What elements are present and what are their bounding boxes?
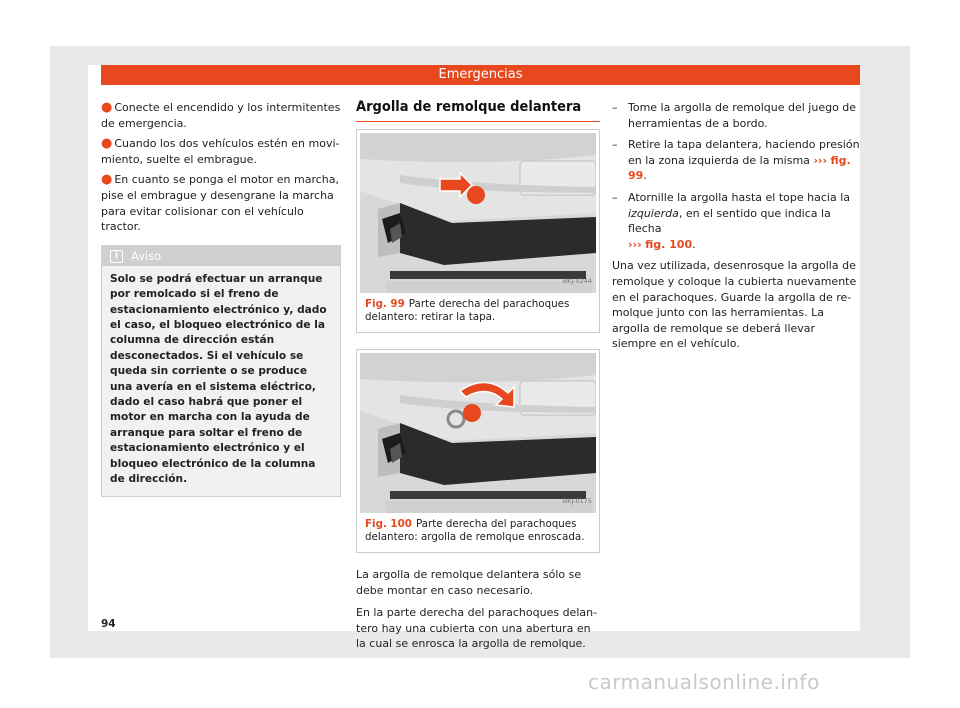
page-number: 94: [101, 618, 116, 630]
notice-box: [101, 245, 341, 498]
figure-caption: [357, 293, 599, 332]
bullet-text: En cuanto se ponga el motor en marcha, pise el embrague y desengrane la marcha para evitar colisionar con el vehículo tractor.: [101, 173, 339, 234]
left-column: [101, 100, 341, 497]
figure-caption: [357, 513, 599, 552]
step-item: [612, 100, 860, 131]
figure-100: [356, 349, 600, 553]
step-text: Tome la argolla de remolque del juego de herramientas de a bordo.: [628, 101, 857, 130]
figure-label: Fig. 100: [365, 517, 412, 530]
notice-title: Aviso: [131, 248, 162, 263]
ref-arrow: ›››: [813, 153, 828, 167]
bullet-item: [101, 100, 341, 131]
watermark: carmanualsonline.info: [588, 670, 820, 694]
figure-code: BKJ-0175: [562, 497, 592, 506]
middle-column: [356, 100, 600, 659]
paragraph: En la parte derecha del parachoques delantero hay una cubierta con una abertura en la cual se enrosca la argolla de remolque.: [356, 606, 598, 651]
bullet-item: [101, 136, 341, 167]
bullet-dot-icon: ●: [101, 100, 113, 115]
notice-body: Solo se podrá efectuar un arranque por remolcado si el freno de estacionamiento electrónico y, dado el caso, el bloqueo electrónico de la columna de dirección están desconectados. Si el vehículo se queda sin corriente o se produce una avería en el sistema eléctrico, dado el caso habrá que poner el motor en marcha con la ayuda de arranque para soltar el freno de estacionamiento electrónico y el bloqueo electrónico de la columna de dirección.: [110, 272, 327, 486]
step-text: Retire la tapa delantera, haciendo presión en la zona izquierda de la misma ››› fig. 99.: [628, 138, 860, 183]
bullet-dot-icon: ●: [101, 172, 113, 188]
notice-header: [102, 246, 340, 266]
bullet-item: [101, 172, 341, 234]
step-item: [612, 137, 860, 184]
figure-caption-text: Parte derecha del parachoques delantero: argolla de remolque enroscada.: [365, 517, 585, 544]
info-icon: i: [110, 250, 123, 263]
step-item: [612, 190, 860, 252]
figure-caption-text: Parte derecha del parachoques delantero: retirar la tapa.: [365, 297, 570, 324]
bullet-text: Conecte el encendido y los intermitentes de emergencia.: [101, 101, 341, 130]
figure-label: Fig. 99: [365, 297, 405, 310]
dash-marker: –: [612, 138, 618, 152]
dash-marker: –: [612, 101, 618, 114]
paragraph: Una vez utilizada, desenrosque la argolla de remolque y coloque la cubierta nuevamente en el parachoques. Guarde la argolla de remolque junto con las herramientas. La argolla de remolque se deberá llevar siempre en el vehículo.: [612, 259, 857, 351]
bullet-text: Cuando los dos vehículos estén en movimiento, suelte el embrague.: [101, 137, 340, 166]
figure-99: [356, 129, 600, 333]
dash-marker: –: [612, 190, 618, 204]
ref-arrow: ›››: [628, 237, 642, 251]
page-header: Emergencias: [101, 65, 860, 85]
figure-link[interactable]: fig. 100: [645, 237, 693, 251]
paragraph: La argolla de remolque delantera sólo se debe montar en caso necesario.: [356, 567, 582, 597]
figure-image: [360, 133, 596, 293]
bullet-dot-icon: ●: [101, 136, 113, 152]
figure-image: [360, 353, 596, 513]
section-title: Argolla de remolque delantera: [356, 100, 600, 122]
towing-eye-illustration: [360, 353, 596, 513]
figure-link[interactable]: fig. 99: [628, 153, 851, 183]
figure-code: BKJ-0244: [562, 277, 592, 285]
step-text: Atornille la argolla hasta el tope hacia la izquierda, en el sentido que indica la flecha ››› fig. 100.: [628, 190, 850, 251]
right-column: [612, 100, 860, 359]
section-text: [356, 567, 600, 652]
bumper-illustration: [360, 133, 596, 293]
